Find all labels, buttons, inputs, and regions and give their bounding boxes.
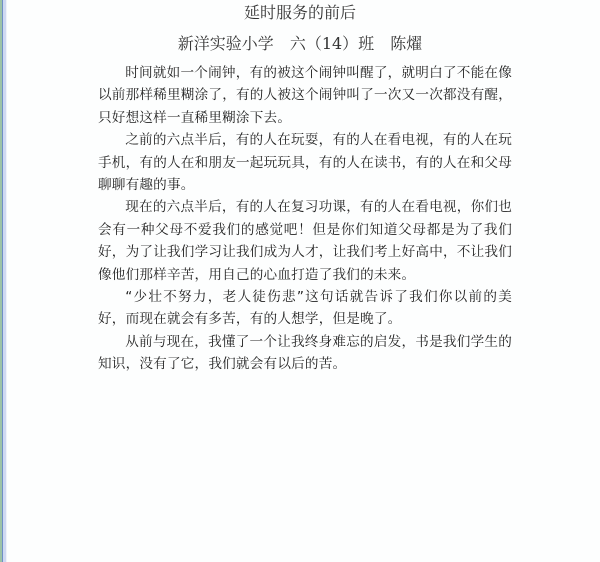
paragraph-3: 现在的六点半后，有的人在复习功课，有的人在看电视，你们也会有一种父母不爱我们的感觉吧！但是你们知道父母都是为了我们好，为了让我们学习让我们成为人才，让我们考上好高中，不让我们像他们那样辛苦，用自己的心血打造了我们的未来。 [98,199,512,283]
paragraph-2: 之前的六点半后，有的人在玩耍，有的人在看电视，有的人在玩手机，有的人在和朋友一起玩玩具，有的人在读书，有的人在和父母聊聊有趣的事。 [98,132,512,194]
class-name: 六（14）班 [289,34,375,53]
school-name: 新洋实验小学 [177,34,274,53]
window-left-border [0,0,7,562]
author-name: 陈燿 [390,34,423,53]
document-byline [0,34,600,54]
paragraph-4: “少壮不努力，老人徒伤悲”这句话就告诉了我们你以前的美好，而现在就会有多苦，有的人想学，但是晚了。 [98,289,512,328]
document-body [98,62,512,376]
paragraph-1: 时间就如一个闹钟，有的被这个闹钟叫醒了，就明白了不能在像以前那样稀里糊涂了，有的人被这个闹钟叫了一次又一次都没有醒，只好想这样一直稀里糊涂下去。 [98,65,512,126]
paragraph-5: 从前与现在，我懂了一个让我终身难忘的启发，书是我们学生的知识，没有了它，我们就会有以后的苦。 [98,333,512,373]
document-title: 延时服务的前后 [243,3,356,22]
